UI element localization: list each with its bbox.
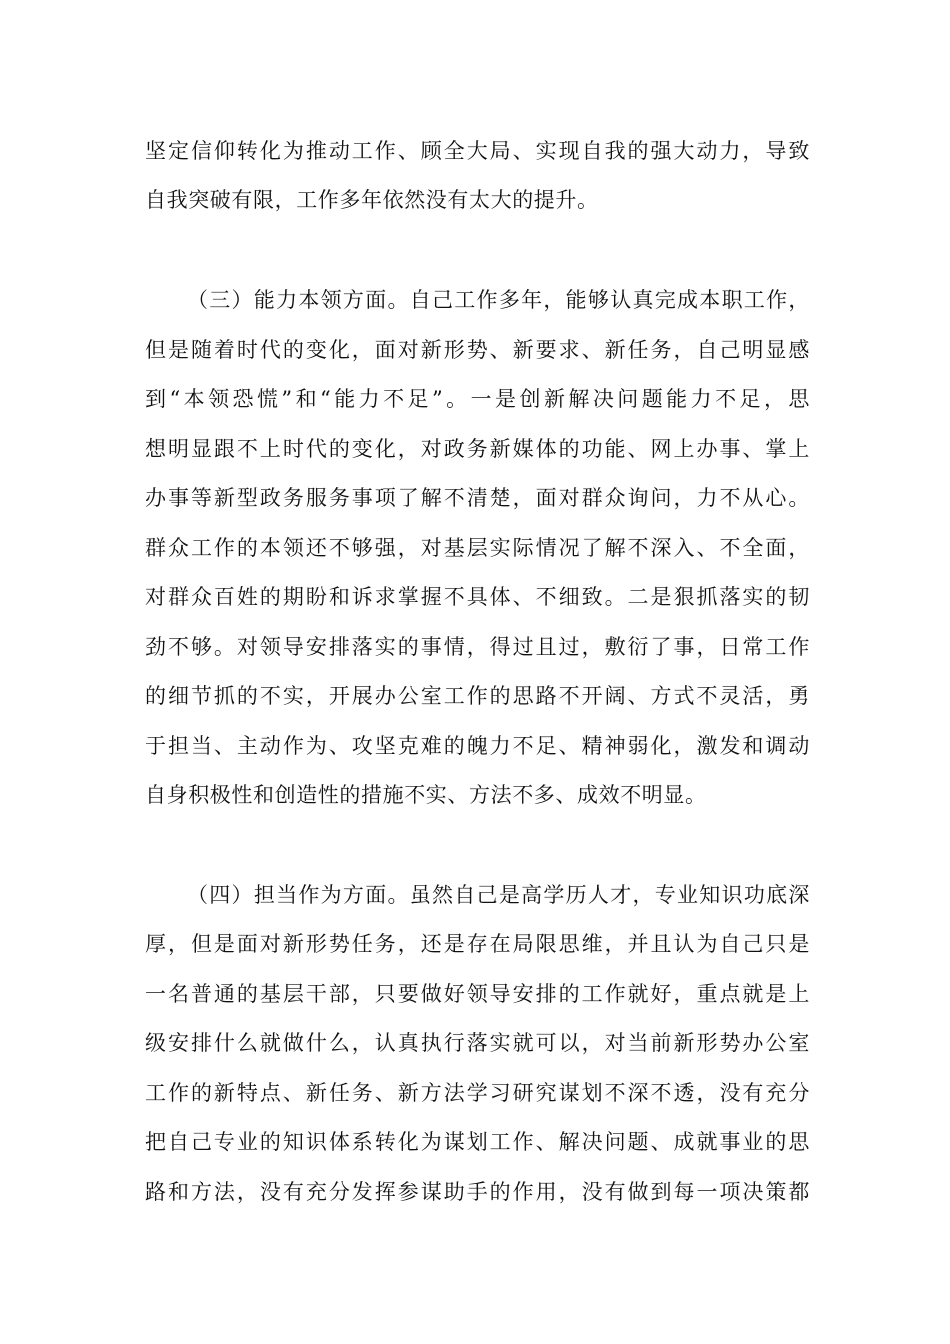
paragraph-1-line-2: 自我突破有限，工作多年依然没有太大的提升。 [145, 188, 599, 212]
paragraph-2-line-9: 的细节抓的不实，开展办公室工作的思路不开阔、方式不灵活，勇 [145, 684, 810, 708]
paragraph-2-line-3: 到“本领恐慌”和“能力不足”。一是创新解决问题能力不足，思 [145, 387, 810, 411]
paragraph-2-line-7: 对群众百姓的期盼和诉求掌握不具体、不细致。二是狠抓落实的韧 [145, 585, 810, 609]
paragraph-3-line-1: （四）担当作为方面。虽然自己是高学历人才，专业知识功底深 [187, 883, 810, 907]
paragraph-3-line-4: 级安排什么就做什么，认真执行落实就可以，对当前新形势办公室 [145, 1031, 810, 1055]
paragraph-2-line-6: 群众工作的本领还不够强，对基层实际情况了解不深入、不全面， [145, 536, 810, 560]
paragraph-2-line-2: 但是随着时代的变化，面对新形势、新要求、新任务，自己明显感 [145, 338, 810, 362]
paragraph-1-line-1: 坚定信仰转化为推动工作、顾全大局、实现自我的强大动力，导致 [145, 139, 810, 163]
paragraph-3-line-2: 厚，但是面对新形势任务，还是存在局限思维，并且认为自己只是 [145, 932, 810, 956]
paragraph-3-line-6: 把自己专业的知识体系转化为谋划工作、解决问题、成就事业的思 [145, 1130, 810, 1154]
paragraph-2-line-8: 劲不够。对领导安排落实的事情，得过且过，敷衍了事，日常工作 [145, 635, 810, 659]
paragraph-2-line-1: （三）能力本领方面。自己工作多年，能够认真完成本职工作， [187, 288, 810, 312]
paragraph-2-line-10: 于担当、主动作为、攻坚克难的魄力不足、精神弱化，激发和调动 [145, 734, 810, 758]
paragraph-3-line-7: 路和方法，没有充分发挥参谋助手的作用，没有做到每一项决策都 [145, 1180, 810, 1204]
paragraph-3-line-3: 一名普通的基层干部，只要做好领导安排的工作就好，重点就是上 [145, 982, 810, 1006]
paragraph-2-line-5: 办事等新型政务服务事项了解不清楚，面对群众询问，力不从心。 [145, 486, 810, 510]
paragraph-2-line-4: 想明显跟不上时代的变化，对政务新媒体的功能、网上办事、掌上 [145, 437, 810, 461]
paragraph-2-line-11: 自身积极性和创造性的措施不实、方法不多、成效不明显。 [145, 783, 707, 807]
paragraph-3-line-5: 工作的新特点、新任务、新方法学习研究谋划不深不透，没有充分 [145, 1081, 810, 1105]
